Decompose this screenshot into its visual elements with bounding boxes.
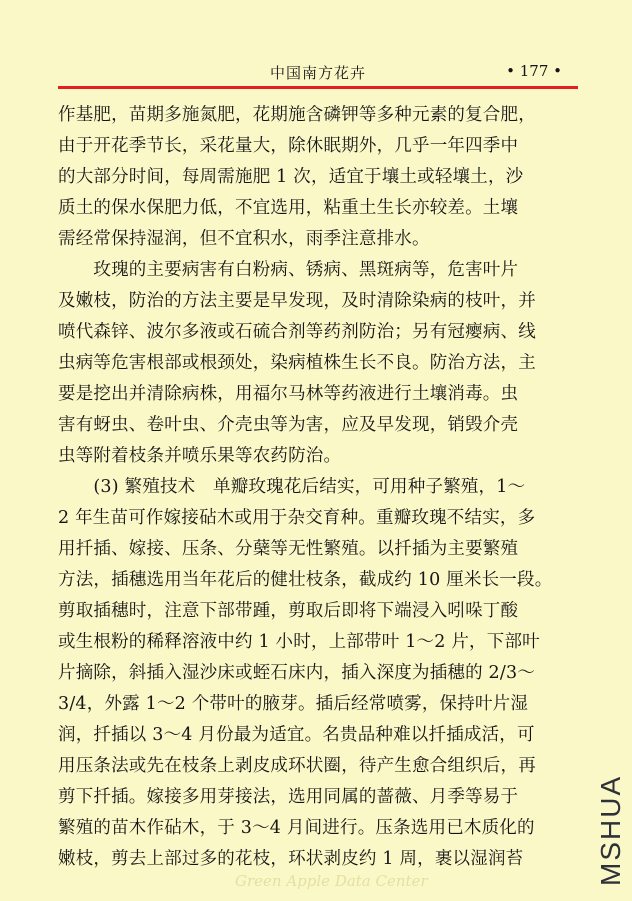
text-line: 需经常保持湿润，但不宜积水，雨季注意排水。 bbox=[58, 229, 430, 249]
text-line: (3) 繁殖技术 单瓣玫瑰花后结实，可用种子繁殖，1～ bbox=[58, 477, 526, 497]
text-line: 剪取插穗时，注意下部带踵，剪取后即将下端浸入吲哚丁酸 bbox=[58, 601, 519, 621]
text-line: 嫩枝，剪去上部过多的花枝，环状剥皮约 1 周，裹以湿润苔 bbox=[58, 849, 524, 869]
text-line: 3/4，外露 1～2 个带叶的腋芽。插后经常喷雾，保持叶片湿 bbox=[58, 694, 529, 714]
text-line: 玫瑰的主要病害有白粉病、锈病、黑斑病等，危害叶片 bbox=[58, 260, 519, 280]
body-text bbox=[58, 100, 593, 875]
text-line: 的大部分时间，每周需施肥 1 次，适宜于壤土或轻壤土，沙 bbox=[58, 167, 524, 187]
side-mark: MSHUA bbox=[595, 774, 626, 886]
text-line: 用压条法或先在枝条上剥皮成环状圈，待产生愈合组织后，再 bbox=[58, 756, 536, 776]
book-title: 中国南方花卉 bbox=[270, 64, 367, 82]
text-line: 繁殖的苗木作砧木，于 3～4 月间进行。压条选用已木质化的 bbox=[58, 818, 535, 838]
text-line: 喷代森锌、波尔多液或石硫合剂等药剂防治；另有冠瘿病、线 bbox=[58, 322, 536, 342]
text-line: 作基肥，苗期多施氮肥，花期施含磷钾等多种元素的复合肥， bbox=[58, 105, 536, 125]
text-line: 质土的保水保肥力低，不宜选用，粘重土生长亦较差。土壤 bbox=[58, 198, 519, 218]
text-line: 由于开花季节长，采花量大，除休眠期外，几乎一年四季中 bbox=[58, 136, 519, 156]
text-line: 虫病等危害根部或根颈处，染病植株生长不良。防治方法，主 bbox=[58, 353, 536, 373]
page-header bbox=[58, 62, 578, 84]
text-line: 或生根粉的稀释溶液中约 1 小时，上部带叶 1～2 片，下部叶 bbox=[58, 632, 540, 652]
text-line: 2 年生苗可作嫁接砧木或用于杂交育种。重瓣玫瑰不结实，多 bbox=[58, 508, 536, 528]
text-line: 方法，插穗选用当年花后的健壮枝条，截成约 10 厘米长一段。 bbox=[58, 570, 553, 590]
page-number: • 177 • bbox=[506, 62, 562, 80]
text-line: 片摘除，斜插入湿沙床或蛭石床内，插入深度为插穗的 2/3～ bbox=[58, 663, 536, 683]
text-line: 用扦插、嫁接、压条、分蘖等无性繁殖。以扦插为主要繁殖 bbox=[58, 539, 519, 559]
watermark-text: Green Apple Data Center bbox=[235, 872, 428, 890]
header-rule bbox=[58, 86, 578, 89]
text-line: 润，扦插以 3～4 月份最为适宜。名贵品种难以扦插成活，可 bbox=[58, 725, 535, 745]
text-line: 及嫩枝，防治的方法主要是早发现，及时清除染病的枝叶，并 bbox=[58, 291, 536, 311]
text-line: 虫等附着枝条并喷乐果等农药防治。 bbox=[58, 446, 342, 466]
text-line: 要是挖出并清除病株，用福尔马林等药液进行土壤消毒。虫 bbox=[58, 384, 519, 404]
text-line: 剪下扦插。嫁接多用芽接法，选用同属的蔷薇、月季等易于 bbox=[58, 787, 519, 807]
text-line: 害有蚜虫、卷叶虫、介壳虫等为害，应及早发现，销毁介壳 bbox=[58, 415, 519, 435]
